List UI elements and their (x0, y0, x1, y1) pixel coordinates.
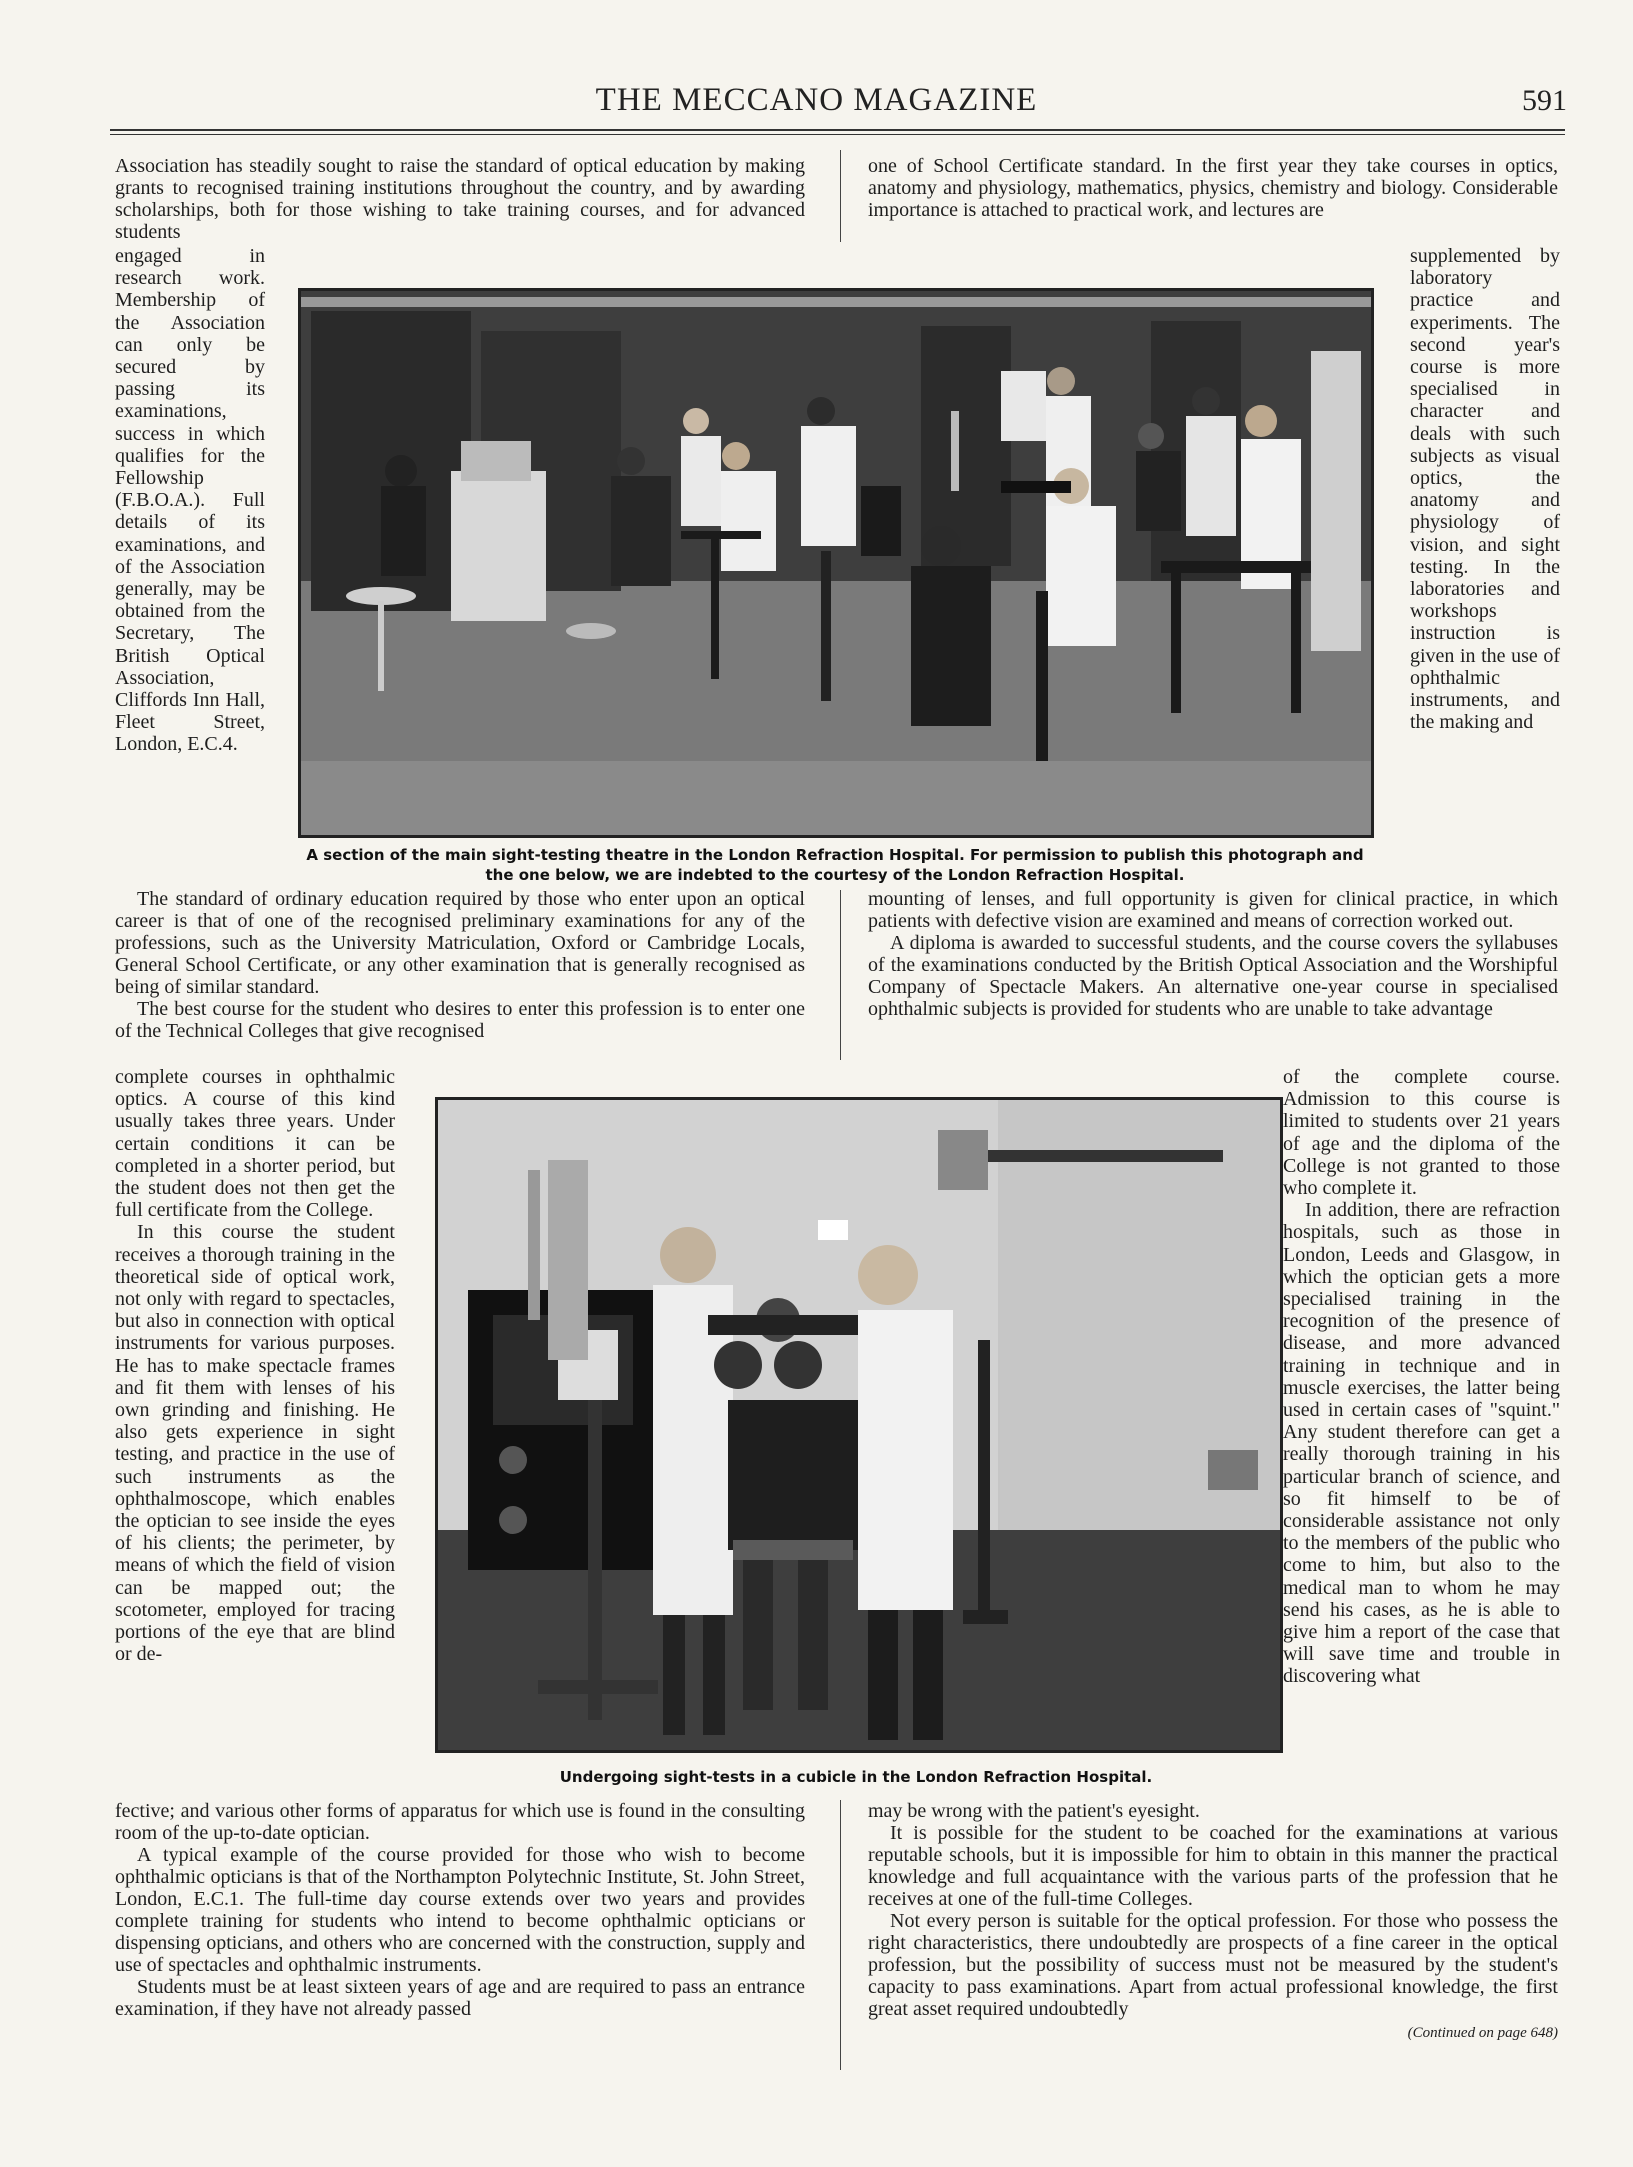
paragraph: engaged in research work. Membership of the Association can only be secured by passing its examinations, success in which qualifies for the Fellowship (F.B.O.A.). Full details of its examinations, and of the Association generally, may be obtained from the Secretary, The British Optical Association, Cliffords Inn Hall, Fleet Street, London, E.C.4. (115, 245, 265, 756)
right-narrow-column-1 (1410, 245, 1560, 733)
header-rule-thin (110, 134, 1565, 135)
bottom-left-column (115, 1800, 805, 2020)
photo1-caption: A section of the main sight-testing theatre in the London Refraction Hospital. For permission to publish this photograph and the one below, we are indebted to the courtesy of the London Refraction Hospital. (306, 846, 1364, 884)
magazine-title: THE MECCANO MAGAZINE (595, 82, 1038, 118)
paragraph: In this course the student receives a thorough training in the theoretical side of optical work, not only with regard to spectacles, but also in connection with optical instruments for various purposes. He has to make spectacle frames and fit them with lenses of his own grinding and finishing. He also gets experience in sight testing, and practice in the use of such instruments as the ophthalmoscope, which enables the optician to see inside the eyes of his clients; the perimeter, by means of which the field of vision can be mapped out; the scotometer, employed for tracing portions of the eye that are blind or de- (115, 1221, 395, 1666)
paragraph: mounting of lenses, and full opportunity is given for clinical practice, in which patients with defective vision are examined and means of correction worked out. (868, 888, 1558, 932)
paragraph: A diploma is awarded to successful students, and the course covers the syllabuses of the examinations conducted by the British Optical Association and the Worshipful Company of Spectacle Makers. An alternative one-year course in specialised ophthalmic subjects is provided for students who are unable to take advantage (868, 932, 1558, 1020)
paragraph: of the complete course. Admission to this course is limited to students over 21 years of age and the diploma of the College is not granted to those who complete it. (1283, 1066, 1560, 1200)
paragraph: may be wrong with the patient's eyesight. (868, 1800, 1200, 1822)
mid-right-column (868, 888, 1558, 1020)
paragraph: supplemented by laboratory practice and experiments. The second year's course is more specialised in character and deals with such subjects as visual optics, the anatomy and physiology of vision, and sight testing. In the laboratories and workshops instruction is given in the use of ophthalmic instruments, and the making and (1410, 245, 1560, 734)
paragraph: It is possible for the student to be coached for the examinations at various reputable schools, but it is impossible for him to obtain in this manner the practical knowledge and full acquaintance with the various parts of the profession that he receives at one of the full-time Colleges. (868, 1822, 1558, 1910)
photo-illustration (438, 1100, 1280, 1750)
top-right-column (868, 155, 1558, 221)
page-number: 591 (1522, 84, 1567, 117)
photo-illustration (301, 291, 1371, 835)
paragraph: Not every person is suitable for the optical profession. For those who possess the right characteristics, there undoubtedly are prospects of a fine career in the optical profession, but the possibility of success must not be measured by the student's capacity to pass examinations. Apart from actual professional knowledge, the first great asset required undoubtedly (868, 1910, 1558, 2020)
mid-left-column (115, 888, 805, 1042)
left-narrow-column-1 (115, 245, 265, 756)
photo2-caption: Undergoing sight-tests in a cubicle in the London Refraction Hospital. (559, 1768, 1153, 1786)
paragraph: one of School Certificate standard. In the first year they take courses in optics, anatomy and physiology, mathematics, physics, chemistry and biology. Considerable importance is attached to practical work, and lectures are (868, 155, 1558, 221)
top-left-column (115, 155, 805, 243)
right-narrow-column-2 (1283, 1066, 1560, 1688)
paragraph: The best course for the student who desires to enter this profession is to enter one of the Technical Colleges that give recognised (115, 998, 805, 1042)
bottom-right-column (868, 1800, 1558, 2044)
paragraph: In addition, there are refraction hospitals, such as those in London, Leeds and Glasgow, in which the optician gets a more specialised training in the recognition of the presence of disease, and more advanced training in technique and in muscle exercises, the latter being used in certain cases of "squint." Any student therefore can get a really thorough training in his particular branch of science, and so fit himself to be of considerable assistance not only to the members of the public who come to him, but also to the medical man to whom he may send his cases, as he is able to give him a report of the case that will save time and trouble in discovering what (1283, 1199, 1560, 1688)
paragraph: The standard of ordinary education required by those who enter upon an optical career is that of one of the recognised preliminary examinations for any of the professions, such as the University Matriculation, Oxford or Cambridge Locals, General School Certificate, or any other examination that is generally recognised as being of similar standard. (115, 888, 805, 998)
paragraph: A typical example of the course provided for those who wish to become ophthalmic opticians is that of the Northampton Polytechnic Institute, St. John Street, London, E.C.1. The full-time day course extends over two years and provides complete training for students who intend to become ophthalmic opticians or dispensing opticians, and others who are concerned with the construction, supply and use of spectacles and ophthalmic instruments. (115, 1844, 805, 1976)
column-rule (840, 890, 841, 1060)
paragraph: Association has steadily sought to raise the standard of optical education by making grants to recognised training institutions throughout the country, and by awarding scholarships, both for those wishing to take training courses, and for advanced students (115, 155, 805, 243)
left-narrow-column-2 (115, 1066, 395, 1665)
paragraph: complete courses in ophthalmic optics. A course of this kind usually takes three years. Under certain conditions it can be completed in a shorter period, but the student does not then get the full certificate from the College. (115, 1066, 395, 1222)
header-rule (110, 129, 1565, 131)
cubicle-sight-test-photo (435, 1097, 1283, 1753)
sight-testing-theatre-photo (298, 288, 1374, 838)
paragraph: Students must be at least sixteen years of age and are required to pass an entrance examination, if they have not already passed (115, 1976, 805, 2020)
continued-note: (Continued on page 648) (1407, 2025, 1558, 2041)
paragraph: fective; and various other forms of apparatus for which use is found in the consulting room of the up-to-date optician. (115, 1800, 805, 1844)
column-rule (840, 1800, 841, 2070)
column-rule (840, 150, 841, 242)
